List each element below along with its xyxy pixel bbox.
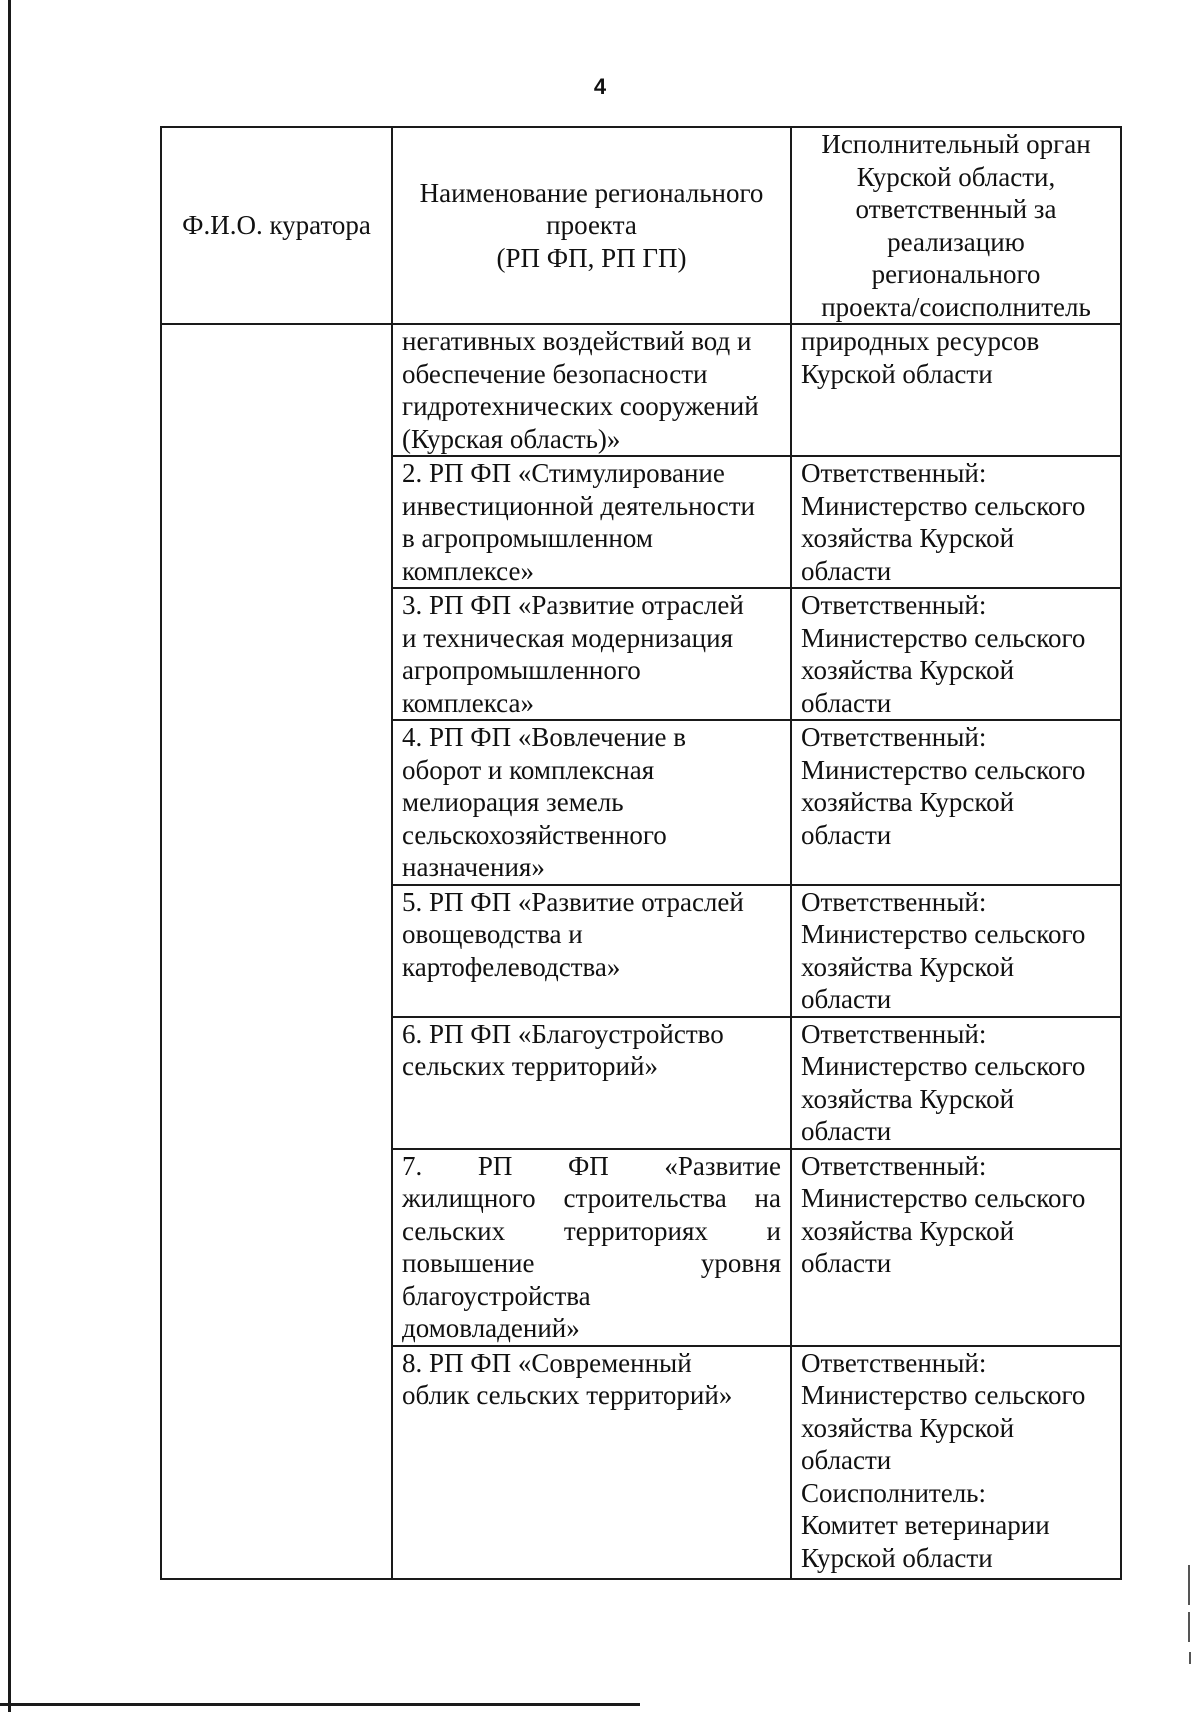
curator-cell xyxy=(161,324,392,1579)
executor-line: Курской области xyxy=(801,1542,993,1573)
scan-right-mark xyxy=(1188,1612,1190,1642)
project-line: оборот и комплексная xyxy=(402,754,655,785)
project-line: инвестиционной деятельности xyxy=(402,490,755,521)
executor-line: Комитет ветеринарии xyxy=(801,1510,1050,1540)
project-line: комплекса» xyxy=(402,687,534,718)
executor-line: Министерство сельского xyxy=(801,754,1086,785)
executor-line: хозяйства Курской xyxy=(801,655,1015,685)
executor-line: Ответственный: xyxy=(801,1018,987,1049)
executor-line: Ответственный: xyxy=(801,1347,987,1378)
scan-right-mark xyxy=(1188,1565,1190,1605)
executor-line: Ответственный: xyxy=(801,886,987,917)
project-cell xyxy=(392,324,791,456)
header-executor xyxy=(791,127,1121,324)
executor-line: хозяйства Курской xyxy=(801,1083,1015,1114)
executor-line: области xyxy=(801,555,892,586)
executor-cell xyxy=(791,1017,1121,1149)
executor-line: хозяйства Курской xyxy=(801,787,1015,817)
executor-line: области xyxy=(801,1248,892,1278)
executor-cell xyxy=(791,1346,1121,1579)
executor-cell xyxy=(791,324,1121,456)
project-line: 2. РП ФП «Стимулирование xyxy=(402,458,725,488)
scan-right-mark xyxy=(1189,1652,1191,1664)
executor-line: области xyxy=(801,984,892,1014)
project-line: домовладений» xyxy=(402,1313,580,1343)
project-line: гидротехнических сооружений xyxy=(402,391,759,421)
executor-line: Министерство сельского xyxy=(801,1380,1086,1410)
executor-cell xyxy=(791,885,1121,1017)
executor-cell xyxy=(791,456,1121,588)
project-line: картофелеводства» xyxy=(402,951,621,982)
project-line: 4. РП ФП «Вовлечение в xyxy=(402,722,686,752)
projects-table xyxy=(160,126,1122,1580)
executor-line: хозяйства Курской xyxy=(801,523,1015,553)
page-number: 4 xyxy=(593,74,607,99)
executor-line: Ответственный: xyxy=(801,458,987,488)
executor-line: Министерство сельского xyxy=(801,1183,1086,1213)
executor-line: природных ресурсов xyxy=(801,326,1040,356)
header-project-line: (РП ФП, РП ГП) xyxy=(496,242,687,273)
executor-line: Министерство сельского xyxy=(801,490,1086,521)
project-line: негативных воздействий вод и xyxy=(402,326,752,356)
project-line: в агропромышленном xyxy=(402,523,653,553)
header-executor-line: ответственный за xyxy=(855,194,1057,224)
project-line: 8. РП ФП «Современный xyxy=(402,1347,692,1378)
header-executor-line: Курской области, xyxy=(856,161,1056,192)
executor-cell xyxy=(791,720,1121,885)
project-cell xyxy=(392,1017,791,1149)
header-executor-line: регионального xyxy=(871,259,1041,289)
header-executor-line: Исполнительный орган xyxy=(821,129,1091,159)
project-line: облик сельских территорий» xyxy=(402,1380,733,1410)
header-executor-line: реализацию xyxy=(887,226,1025,257)
header-project xyxy=(392,127,791,324)
project-line: 7. РП ФП «Развитие xyxy=(402,1150,781,1181)
executor-line: области xyxy=(801,687,892,718)
project-cell xyxy=(392,885,791,1017)
project-line: мелиорация земель xyxy=(402,787,624,817)
executor-line: области xyxy=(801,1445,892,1475)
executor-line: Ответственный: xyxy=(801,1150,987,1181)
executor-line: Министерство сельского xyxy=(801,919,1086,949)
project-line: агропромышленного xyxy=(402,655,641,685)
project-line: 6. РП ФП «Благоустройство xyxy=(402,1018,724,1049)
project-line: назначения» xyxy=(402,852,545,882)
executor-line: хозяйства Курской xyxy=(801,1412,1015,1443)
executor-cell xyxy=(791,588,1121,720)
project-cell xyxy=(392,1149,791,1346)
executor-cell xyxy=(791,1149,1121,1346)
project-line: повышение уровня xyxy=(402,1248,781,1278)
project-cell xyxy=(392,1346,791,1579)
project-line: сельских территорий» xyxy=(402,1051,658,1081)
header-project-line: Наименование регионального xyxy=(419,177,764,208)
executor-line: Курской области xyxy=(801,358,993,389)
project-line: 5. РП ФП «Развитие отраслей xyxy=(402,886,744,917)
project-cell xyxy=(392,720,791,885)
executor-line: области xyxy=(801,819,892,850)
executor-line: Министерство сельского xyxy=(801,622,1086,653)
scan-left-edge xyxy=(8,0,11,1712)
header-curator: Ф.И.О. куратора xyxy=(161,127,392,324)
table-header-row xyxy=(161,127,1121,324)
executor-line: Ответственный: xyxy=(801,722,987,752)
executor-line: хозяйства Курской xyxy=(801,1215,1015,1246)
scan-bottom-edge xyxy=(0,1703,640,1706)
executor-line: Ответственный: xyxy=(801,590,987,620)
project-line: сельскохозяйственного xyxy=(402,819,667,850)
project-line: и техническая модернизация xyxy=(402,622,734,653)
project-line: 3. РП ФП «Развитие отраслей xyxy=(402,590,744,620)
project-line: обеспечение безопасности xyxy=(402,358,708,389)
executor-line: области xyxy=(801,1116,892,1146)
table-row xyxy=(161,324,1121,456)
executor-line: хозяйства Курской xyxy=(801,951,1015,982)
header-project-line: проекта xyxy=(546,210,637,241)
executor-line: Соисполнитель: xyxy=(801,1477,986,1508)
project-cell xyxy=(392,456,791,588)
executor-line: Министерство сельского xyxy=(801,1051,1086,1081)
project-line: (Курская область)» xyxy=(402,423,621,454)
project-line: комплексе» xyxy=(402,555,534,586)
project-cell xyxy=(392,588,791,720)
header-executor-line: проекта/соисполнитель xyxy=(821,291,1091,322)
project-line: овощеводства и xyxy=(402,919,583,949)
project-line: сельских территориях и xyxy=(402,1215,781,1246)
project-line: жилищного строительства на xyxy=(402,1183,781,1213)
project-line: благоустройства xyxy=(402,1280,591,1311)
